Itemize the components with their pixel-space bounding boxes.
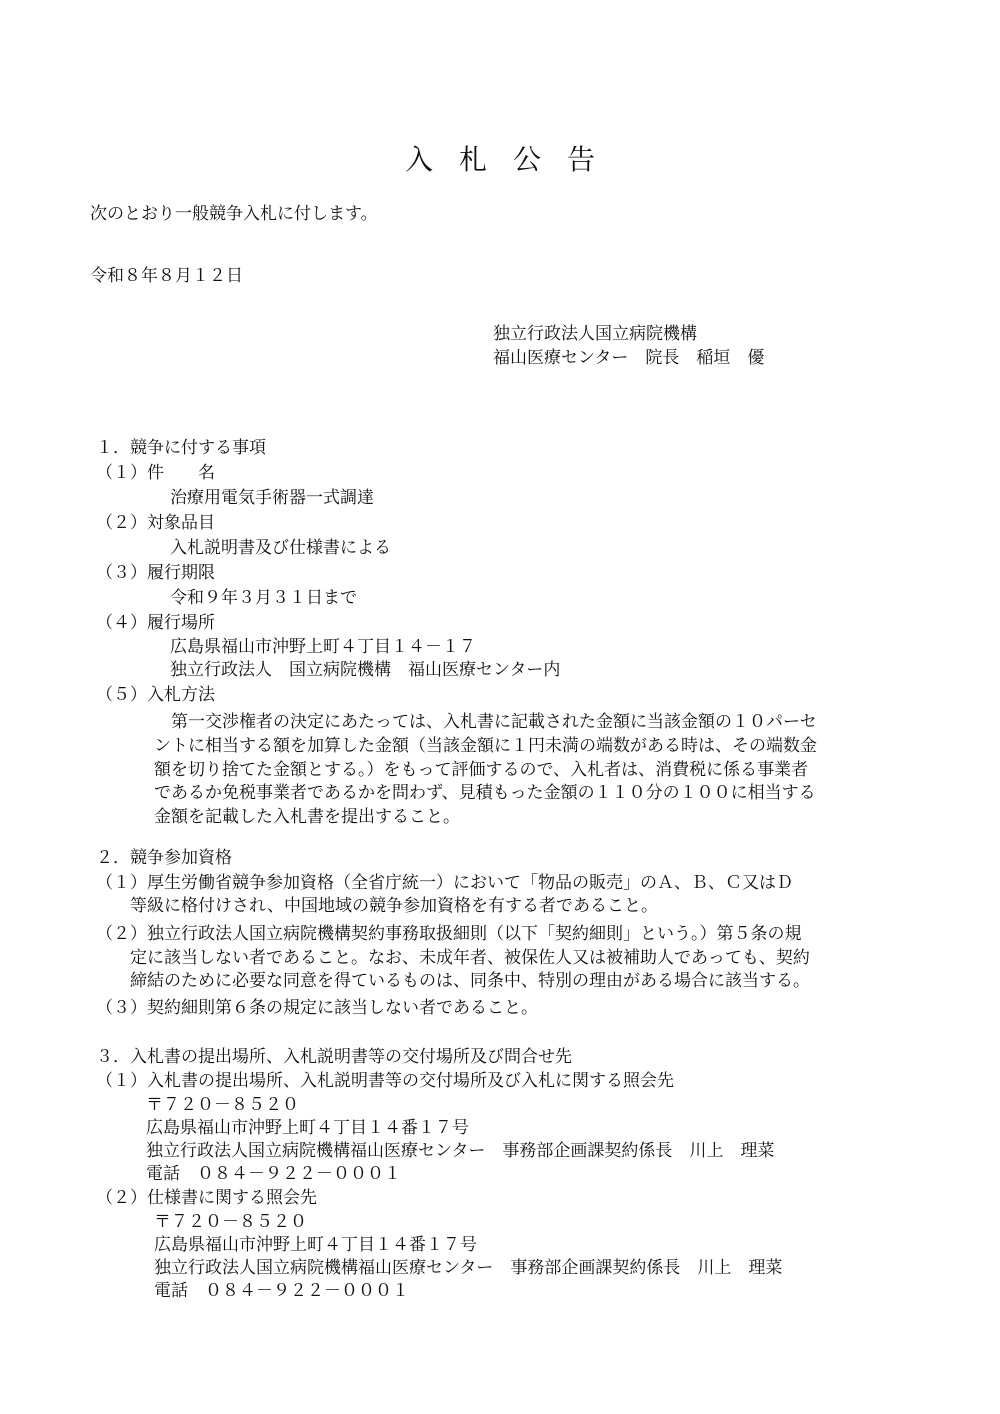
section2-item2-line: 定に該当しない者であること。なお、未成年者、被保佐人又は被補助人であっても、契約 [96, 948, 810, 968]
issuer-name: 福山医療センター 院長 稲垣 優 [493, 348, 765, 368]
section1-item5-label: （５）入札方法 [96, 685, 215, 705]
section3-item1-address: 広島県福山市沖野上町４丁目１４番１７号 [146, 1118, 469, 1138]
section1-heading: １．競争に付する事項 [96, 438, 266, 458]
section1-item4-value-2: 独立行政法人 国立病院機構 福山医療センター内 [170, 660, 561, 680]
section1-item5-line: ントに相当する額を加算した金額（当該金額に１円未満の端数がある時は、その端数金 [154, 736, 817, 756]
section2-item1-line: （１）厚生労働省競争参加資格（全省庁統一）において「物品の販売」のＡ、Ｂ、Ｃ又はＤ [96, 873, 793, 893]
section3-item2-postal: 〒７２０－８５２０ [154, 1212, 307, 1232]
section3-item2-phone: 電話 ０８４－９２２－０００１ [154, 1281, 409, 1301]
section1-item2-label: （２）対象品目 [96, 513, 215, 533]
section2-item3: （３）契約細則第６条の規定に該当しない者であること。 [96, 998, 538, 1018]
section1-item5-line: 額を切り捨てた金額とする。）をもって評価するので、入札者は、消費税に係る事業者 [154, 760, 809, 780]
section1-item5-line: 第一交渉権者の決定にあたっては、入札書に記載された金額に当該金額の１０パーセ [154, 712, 817, 732]
section2-item1-line: 等級に格付けされ、中国地域の競争参加資格を有する者であること。 [96, 896, 659, 916]
section3-item2-label: （２）仕様書に関する照会先 [96, 1188, 317, 1208]
section3-item1-postal: 〒７２０－８５２０ [146, 1095, 299, 1115]
section1-item4-label: （４）履行場所 [96, 613, 215, 633]
section1-item2-value: 入札説明書及び仕様書による [170, 538, 391, 558]
section1-item1-value: 治療用電気手術器一式調達 [170, 488, 374, 508]
section3-heading: ３．入札書の提出場所、入札説明書等の交付場所及び問合せ先 [96, 1047, 572, 1067]
section1-item5-line: であるか免税事業者であるかを問わず、見積もった金額の１１０分の１００に相当する [154, 783, 816, 803]
section1-item3-value: 令和９年３月３１日まで [170, 588, 357, 608]
section1-item3-label: （３）履行期限 [96, 563, 215, 583]
section3-item1-label: （１）入札書の提出場所、入札説明書等の交付場所及び入札に関する照会先 [96, 1071, 674, 1091]
issuer-org: 独立行政法人国立病院機構 [493, 324, 697, 344]
intro-text: 次のとおり一般競争入札に付します。 [90, 204, 378, 224]
section2-item2-line: （２）独立行政法人国立病院機構契約事務取扱細則（以下「契約細則」という。）第５条の規 [96, 924, 802, 944]
section2-item2-line: 締結のために必要な同意を得ているものは、同条中、特別の理由がある場合に該当する。 [96, 971, 810, 991]
section3-item1-contact: 独立行政法人国立病院機構福山医療センター 事務部企画課契約係長 川上 理菜 [146, 1141, 775, 1161]
section1-item1-label: （１）件 名 [96, 463, 215, 483]
section1-item4-value-1: 広島県福山市沖野上町４丁目１４－１７ [170, 637, 476, 657]
section3-item2-address: 広島県福山市沖野上町４丁目１４番１７号 [154, 1235, 477, 1255]
section1-item5-line: 金額を記載した入札書を提出すること。 [154, 807, 460, 827]
document-title: 入札公告 [404, 143, 621, 176]
section2-heading: ２．競争参加資格 [96, 848, 232, 868]
issue-date: 令和８年８月１２日 [90, 266, 243, 286]
section3-item1-phone: 電話 ０８４－９２２－０００１ [146, 1164, 401, 1184]
section3-item2-contact: 独立行政法人国立病院機構福山医療センター 事務部企画課契約係長 川上 理菜 [154, 1258, 783, 1278]
